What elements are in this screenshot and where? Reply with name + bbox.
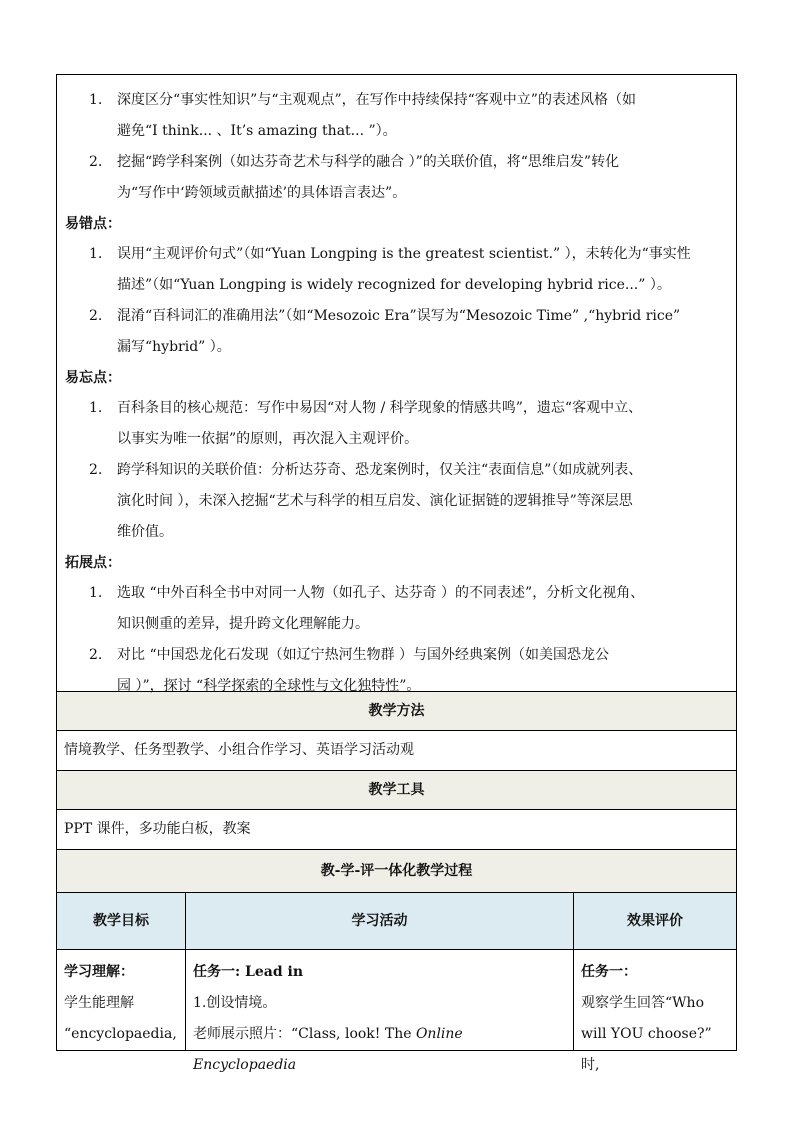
error-item: 1. 误用“主观评价句式”（如“Yuan Longping is the greatest scientist.” ），未转化为“事实性 描述”（如“Yuan Longping is widely recognized for developing hybrid rice...” ）。	[89, 246, 691, 293]
goal-cell: 学习理解： 学生能理解 “encyclopaedia,	[57, 950, 185, 1050]
extension-points-heading: 拓展点：	[65, 555, 121, 571]
header-learning-activity: 学习活动	[185, 893, 573, 949]
forget-item: 2. 跨学科知识的关联价值：分析达芬奇、恐龙案例时，仅关注“表面信息”（如成就列表、 演化时间 ），未深入挖掘“艺术与科学的相互启发、演化证据链的逻辑推导”等深层思 维价值。	[89, 462, 643, 540]
goal-cell-title: 学习理解：	[64, 964, 134, 980]
activity-line: 老师展示照片：“Class, look! The Online Encyclopaedia	[193, 1026, 463, 1073]
header-teaching-goal: 教学目标	[57, 893, 185, 949]
methods-content: 情境教学、任务型教学、小组合作学习、英语学习活动观	[56, 730, 737, 770]
forget-points-heading: 易忘点：	[65, 370, 121, 386]
forget-item: 1. 百科条目的核心规范：写作中易因“对人物 / 科学现象的情感共鸣”，遗忘“客观中立、 以事实为唯一依据”的原则，再次混入主观评价。	[89, 400, 643, 447]
extension-item: 1. 选取 “中外百科全书中对同一人物（如孔子、达芬奇 ）的不同表述”，分析文化视角、 知识侧重的差异，提升跨文化理解能力。	[89, 585, 645, 632]
error-points-heading: 易错点：	[65, 216, 121, 232]
evaluation-cell: 任务一： 观察学生回答“Who will YOU choose?” 时,	[573, 950, 736, 1050]
evaluation-cell-title: 任务一：	[581, 964, 637, 980]
activity-cell: 任务一: Lead in 1.创设情境。 老师展示照片：“Class, look! The Online Encyclopaedia	[185, 950, 573, 1050]
methods-heading: 教学方法	[56, 691, 737, 730]
process-column-headers	[56, 892, 737, 949]
lesson-plan-table	[56, 74, 737, 1073]
extension-item: 2. 对比 “中国恐龙化石发现（如辽宁热河生物群 ）与国外经典案例（如美国恐龙公 园 ）”，探讨 “科学探索的全球性与文化独特性”。	[89, 647, 610, 694]
tools-heading: 教学工具	[56, 770, 737, 809]
error-item: 2. 混淆“百科词汇的准确用法”（如“Mesozoic Era”误写为“Mesozoic Time” ,“hybrid rice” 漏写“hybrid” ）。	[89, 308, 681, 355]
key-points-section	[56, 74, 737, 694]
process-heading: 教-学-评一体化教学过程	[56, 849, 737, 892]
goal-item: 2. 挖掘“跨学科案例（如达芬奇艺术与科学的融合 ）”的关联价值，将“思维启发”转化 为“写作中‘跨领域贡献描述’的具体语言表达”。	[89, 154, 620, 201]
tools-content: PPT 课件，多功能白板，教案	[56, 809, 737, 849]
process-row	[56, 949, 737, 1073]
header-effect-evaluation: 效果评价	[573, 893, 736, 949]
goal-item: 1. 深度区分“事实性知识”与“主观观点”，在写作中持续保持“客观中立”的表述风格（如 避免“I think... 、It’s amazing that... ”）。	[89, 92, 636, 139]
activity-cell-title: 任务一: Lead in	[193, 964, 304, 980]
